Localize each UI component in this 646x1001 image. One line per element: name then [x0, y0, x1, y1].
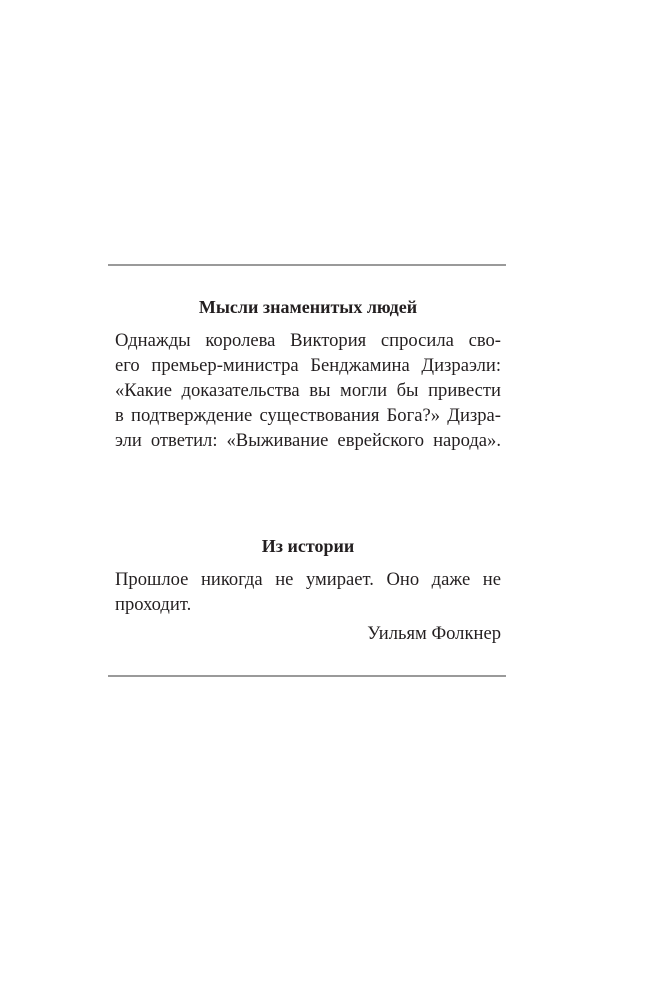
section-heading: Из истории [261, 536, 355, 556]
paragraph-line: эли ответил: «Выживание еврейского народа». [115, 430, 501, 451]
paragraph-line: в подтверждение существования Бога?» Дизра- [115, 405, 501, 426]
paragraph-line: Прошлое никогда не умирает. Оно даже не [115, 569, 501, 590]
section-heading: Мысли знаменитых людей [198, 297, 418, 317]
quote-section-famous-people [115, 295, 501, 453]
top-divider [108, 264, 506, 266]
quote-attribution: Уильям Фолкнер [367, 623, 501, 644]
quote-section-history [115, 534, 501, 646]
paragraph-line: «Какие доказательства вы могли бы привести [115, 380, 501, 401]
paragraph-line: проходит. [115, 594, 192, 615]
bottom-divider [108, 675, 506, 677]
paragraph-line: его премьер-министра Бенджамина Дизраэли: [115, 355, 501, 376]
section-paragraph [115, 567, 501, 617]
paragraph-line: Однажды королева Виктория спросила сво- [115, 330, 501, 351]
section-paragraph [115, 328, 501, 453]
